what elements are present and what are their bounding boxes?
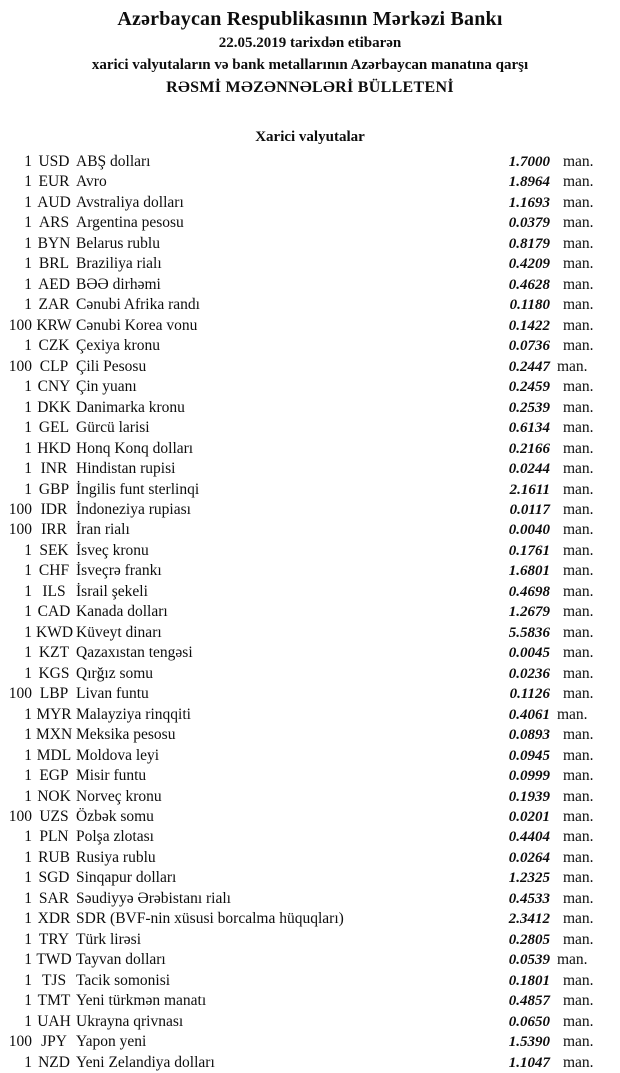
name-cell: Çili Pesosu bbox=[76, 357, 147, 375]
rate-cell: 0.0379 bbox=[508, 215, 550, 232]
table-row bbox=[0, 807, 620, 827]
rate-cell: 0.2166 bbox=[508, 440, 550, 457]
unit-cell: man. bbox=[563, 480, 594, 498]
rate-cell: 1.8964 bbox=[508, 174, 550, 191]
name-cell: İran rialı bbox=[76, 521, 130, 539]
code-cell: TMT bbox=[37, 992, 71, 1010]
rate-cell: 0.0736 bbox=[508, 338, 550, 355]
unit-cell: man. bbox=[563, 541, 594, 559]
code-cell: TRY bbox=[38, 930, 70, 948]
rate-cell: 0.4698 bbox=[508, 583, 550, 600]
unit-cell: man. bbox=[563, 419, 594, 437]
rate-cell: 0.2447 bbox=[508, 358, 550, 375]
name-cell: Özbək somu bbox=[76, 808, 154, 825]
code-cell: GEL bbox=[38, 419, 70, 437]
rate-cell: 0.0893 bbox=[508, 727, 550, 744]
unit-cell: man. bbox=[557, 357, 588, 375]
table-row bbox=[0, 848, 620, 868]
name-cell: Hindistan rupisi bbox=[76, 460, 176, 478]
table-row bbox=[0, 684, 620, 704]
unit-cell: man. bbox=[563, 439, 594, 457]
table-row bbox=[0, 254, 620, 274]
unit-cell: man. bbox=[563, 214, 594, 232]
name-cell: Danimarka kronu bbox=[76, 398, 185, 416]
unit-cell: man. bbox=[557, 705, 588, 723]
rates-table bbox=[0, 152, 620, 1073]
unit-cell: man. bbox=[563, 1053, 594, 1071]
table-row bbox=[0, 602, 620, 622]
qty-cell: 1 bbox=[24, 869, 32, 887]
code-cell: BYN bbox=[37, 234, 71, 252]
unit-cell: man. bbox=[563, 275, 594, 293]
code-cell: ARS bbox=[38, 214, 70, 232]
table-row bbox=[0, 500, 620, 520]
qty-cell: 1 bbox=[24, 767, 32, 785]
name-cell: Polşa zlotası bbox=[76, 828, 154, 846]
qty-cell: 1 bbox=[24, 460, 32, 478]
unit-cell: man. bbox=[563, 644, 594, 662]
qty-cell: 1 bbox=[24, 644, 32, 662]
table-row bbox=[0, 930, 620, 950]
document-header bbox=[0, 0, 620, 100]
qty-cell: 1 bbox=[24, 889, 32, 907]
rate-cell: 5.5836 bbox=[508, 624, 550, 641]
qty-cell: 1 bbox=[24, 214, 32, 232]
name-cell: Norveç kronu bbox=[76, 787, 162, 805]
rate-cell: 0.8179 bbox=[508, 235, 550, 252]
code-cell: PLN bbox=[39, 828, 69, 846]
qty-cell: 1 bbox=[24, 439, 32, 457]
table-row bbox=[0, 398, 620, 418]
rate-cell: 0.4404 bbox=[508, 829, 550, 846]
name-cell: Qazaxıstan tengəsi bbox=[76, 644, 193, 662]
table-row bbox=[0, 971, 620, 991]
code-cell: IDR bbox=[40, 500, 68, 518]
name-cell: Yeni türkmən manatı bbox=[76, 992, 207, 1010]
rate-cell: 1.2325 bbox=[508, 870, 550, 887]
name-cell: Çin yuanı bbox=[76, 378, 137, 396]
code-cell: IRR bbox=[41, 521, 67, 539]
rate-cell: 0.1422 bbox=[508, 317, 550, 334]
code-cell: MYR bbox=[36, 705, 72, 723]
table-row bbox=[0, 357, 620, 377]
code-cell: SGD bbox=[38, 869, 70, 887]
name-cell: İsveç kronu bbox=[76, 541, 149, 559]
unit-cell: man. bbox=[563, 746, 594, 764]
code-cell: TWD bbox=[36, 951, 72, 969]
qty-cell: 1 bbox=[24, 234, 32, 252]
rate-cell: 0.0045 bbox=[508, 645, 550, 662]
code-cell: KWD bbox=[36, 623, 74, 641]
rate-cell: 0.4533 bbox=[508, 890, 550, 907]
rate-cell: 0.2539 bbox=[508, 399, 550, 416]
unit-cell: man. bbox=[563, 173, 594, 191]
table-row bbox=[0, 439, 620, 459]
qty-cell: 1 bbox=[24, 562, 32, 580]
name-cell: Meksika pesosu bbox=[76, 726, 176, 744]
rate-cell: 0.0201 bbox=[508, 809, 550, 825]
rate-cell: 1.1047 bbox=[508, 1054, 550, 1071]
unit-cell: man. bbox=[563, 1012, 594, 1030]
code-cell: RUB bbox=[38, 848, 70, 866]
table-row bbox=[0, 787, 620, 807]
code-cell: EGP bbox=[39, 767, 69, 785]
rate-cell: 0.0117 bbox=[509, 501, 550, 518]
code-cell: AED bbox=[38, 275, 70, 293]
unit-cell: man. bbox=[563, 664, 594, 682]
table-row bbox=[0, 213, 620, 233]
code-cell: CHF bbox=[38, 562, 70, 580]
unit-cell: man. bbox=[563, 460, 594, 478]
name-cell: Yapon yeni bbox=[76, 1033, 147, 1051]
unit-cell: man. bbox=[563, 521, 594, 539]
table-row bbox=[0, 950, 620, 970]
unit-cell: man. bbox=[563, 971, 594, 989]
qty-cell: 1 bbox=[24, 705, 32, 723]
name-cell: Küveyt dinarı bbox=[76, 623, 162, 641]
table-row bbox=[0, 623, 620, 643]
qty-cell: 1 bbox=[24, 623, 32, 641]
qty-cell: 1 bbox=[24, 951, 32, 969]
qty-cell: 1 bbox=[24, 664, 32, 682]
code-cell: ZAR bbox=[38, 296, 70, 314]
qty-cell: 1 bbox=[24, 726, 32, 744]
table-row bbox=[0, 193, 620, 213]
unit-cell: man. bbox=[563, 767, 594, 785]
name-cell: Yeni Zelandiya dolları bbox=[76, 1053, 215, 1071]
unit-cell: man. bbox=[563, 848, 594, 866]
rate-cell: 1.7000 bbox=[508, 154, 550, 170]
table-row bbox=[0, 520, 620, 540]
rate-cell: 2.3412 bbox=[508, 911, 550, 928]
unit-cell: man. bbox=[563, 787, 594, 805]
name-cell: ABŞ dolları bbox=[76, 153, 151, 170]
qty-cell: 1 bbox=[24, 480, 32, 498]
code-cell: USD bbox=[38, 153, 70, 170]
unit-cell: man. bbox=[563, 726, 594, 744]
qty-cell: 1 bbox=[24, 153, 32, 170]
qty-cell: 1 bbox=[24, 603, 32, 621]
section-title-foreign-currencies: Xarici valyutalar bbox=[255, 129, 365, 145]
code-cell: NZD bbox=[38, 1053, 70, 1071]
unit-cell: man. bbox=[563, 1033, 594, 1051]
code-cell: GBP bbox=[38, 480, 70, 498]
unit-cell: man. bbox=[563, 582, 594, 600]
rate-cell: 0.0539 bbox=[508, 952, 550, 969]
code-cell: MDL bbox=[36, 746, 72, 764]
name-cell: İndoneziya rupiası bbox=[76, 500, 191, 518]
unit-cell: man. bbox=[563, 910, 594, 928]
table-row bbox=[0, 991, 620, 1011]
unit-cell: man. bbox=[563, 234, 594, 252]
name-cell: Moldova leyi bbox=[76, 746, 160, 764]
table-row bbox=[0, 909, 620, 929]
unit-cell: man. bbox=[557, 951, 588, 969]
qty-cell: 1 bbox=[24, 848, 32, 866]
unit-cell: man. bbox=[563, 623, 594, 641]
name-cell: Kanada dolları bbox=[76, 603, 168, 621]
code-cell: SAR bbox=[38, 889, 70, 907]
code-cell: CZK bbox=[38, 337, 70, 355]
effective-date-line: 22.05.2019 tarixdən etibarən bbox=[218, 35, 402, 51]
unit-cell: man. bbox=[563, 193, 594, 211]
qty-cell: 1 bbox=[24, 378, 32, 396]
name-cell: Avro bbox=[76, 173, 107, 191]
unit-cell: man. bbox=[563, 828, 594, 846]
unit-cell: man. bbox=[563, 685, 594, 703]
table-row bbox=[0, 480, 620, 500]
table-row bbox=[0, 664, 620, 684]
qty-cell: 1 bbox=[24, 930, 32, 948]
code-cell: CNY bbox=[37, 378, 71, 396]
name-cell: Ukrayna qrivnası bbox=[76, 1012, 184, 1030]
unit-cell: man. bbox=[563, 562, 594, 580]
rate-cell: 0.4857 bbox=[508, 993, 550, 1010]
qty-cell: 100 bbox=[8, 521, 32, 539]
qty-cell: 1 bbox=[24, 275, 32, 293]
qty-cell: 1 bbox=[24, 255, 32, 273]
rate-cell: 0.0650 bbox=[508, 1013, 550, 1030]
name-cell: Rusiya rublu bbox=[76, 848, 156, 866]
rate-cell: 0.1126 bbox=[509, 686, 550, 703]
table-row bbox=[0, 643, 620, 663]
name-cell: Sinqapur dolları bbox=[76, 869, 177, 887]
unit-cell: man. bbox=[563, 930, 594, 948]
qty-cell: 1 bbox=[24, 419, 32, 437]
code-cell: KRW bbox=[36, 316, 72, 334]
rate-cell: 0.1761 bbox=[508, 542, 550, 559]
code-cell: AUD bbox=[37, 193, 71, 211]
rate-cell: 0.0999 bbox=[508, 768, 550, 785]
rate-cell: 0.6134 bbox=[508, 420, 550, 437]
qty-cell: 100 bbox=[8, 500, 32, 518]
unit-cell: man. bbox=[563, 808, 594, 825]
table-row bbox=[0, 1012, 620, 1032]
name-cell: İsveçrə frankı bbox=[76, 562, 162, 580]
name-cell: Gürcü larisi bbox=[76, 419, 150, 437]
name-cell: Livan funtu bbox=[76, 685, 149, 703]
rate-cell: 0.4628 bbox=[508, 276, 550, 293]
code-cell: KZT bbox=[38, 644, 70, 662]
qty-cell: 1 bbox=[24, 337, 32, 355]
rate-cell: 2.1611 bbox=[509, 481, 550, 498]
qty-cell: 100 bbox=[8, 685, 32, 703]
name-cell: Tacik somonisi bbox=[76, 971, 171, 989]
qty-cell: 1 bbox=[24, 173, 32, 191]
qty-cell: 1 bbox=[24, 582, 32, 600]
table-row bbox=[0, 1053, 620, 1073]
qty-cell: 1 bbox=[24, 193, 32, 211]
code-cell: HKD bbox=[37, 439, 71, 457]
unit-cell: man. bbox=[563, 398, 594, 416]
unit-cell: man. bbox=[563, 153, 594, 170]
code-cell: UAH bbox=[37, 1012, 71, 1030]
code-cell: UZS bbox=[39, 808, 69, 825]
code-cell: INR bbox=[40, 460, 68, 478]
qty-cell: 1 bbox=[24, 541, 32, 559]
unit-cell: man. bbox=[563, 378, 594, 396]
code-cell: TJS bbox=[41, 971, 67, 989]
unit-cell: man. bbox=[563, 603, 594, 621]
name-cell: Braziliya rialı bbox=[76, 255, 162, 273]
name-cell: BƏƏ dirhəmi bbox=[76, 275, 161, 293]
code-cell: SEK bbox=[39, 541, 69, 559]
table-row bbox=[0, 746, 620, 766]
qty-cell: 1 bbox=[24, 971, 32, 989]
unit-cell: man. bbox=[563, 316, 594, 334]
code-cell: CLP bbox=[39, 357, 69, 375]
code-cell: KGS bbox=[38, 664, 70, 682]
name-cell: Səudiyyə Ərəbistanı rialı bbox=[76, 889, 231, 907]
table-row bbox=[0, 418, 620, 438]
table-row bbox=[0, 1032, 620, 1052]
name-cell: İngilis funt sterlinqi bbox=[76, 480, 200, 498]
table-row bbox=[0, 316, 620, 336]
name-cell: Honq Konq dolları bbox=[76, 439, 194, 457]
qty-cell: 1 bbox=[24, 910, 32, 928]
name-cell: Tayvan dolları bbox=[76, 951, 166, 969]
rate-cell: 1.2679 bbox=[508, 604, 550, 621]
name-cell: Cənubi Korea vonu bbox=[76, 316, 198, 334]
qty-cell: 1 bbox=[24, 1012, 32, 1030]
unit-cell: man. bbox=[563, 337, 594, 355]
qty-cell: 1 bbox=[24, 828, 32, 846]
rate-cell: 0.1180 bbox=[509, 297, 550, 314]
rate-cell: 0.4209 bbox=[508, 256, 550, 273]
table-row bbox=[0, 172, 620, 192]
table-row bbox=[0, 827, 620, 847]
name-cell: Avstraliya dolları bbox=[76, 193, 184, 211]
qty-cell: 1 bbox=[24, 746, 32, 764]
rate-cell: 0.0264 bbox=[508, 849, 550, 866]
rate-cell: 0.4061 bbox=[508, 706, 550, 723]
name-cell: Malayziya rinqqiti bbox=[76, 705, 191, 723]
bulletin-title: RƏSMİ MƏZƏNNƏLƏRİ BÜLLETENİ bbox=[166, 79, 454, 96]
table-row bbox=[0, 868, 620, 888]
rate-cell: 0.0040 bbox=[508, 522, 550, 539]
table-row bbox=[0, 295, 620, 315]
name-cell: Argentina pesosu bbox=[76, 214, 184, 232]
table-row bbox=[0, 889, 620, 909]
rate-cell: 0.0945 bbox=[508, 747, 550, 764]
table-row bbox=[0, 725, 620, 745]
code-cell: CAD bbox=[37, 603, 71, 621]
table-row bbox=[0, 336, 620, 356]
rate-cell: 0.1801 bbox=[508, 972, 550, 989]
unit-cell: man. bbox=[563, 255, 594, 273]
rate-cell: 1.5390 bbox=[508, 1034, 550, 1051]
qty-cell: 1 bbox=[24, 787, 32, 805]
bank-title: Azərbaycan Respublikasının Mərkəzi Bankı bbox=[117, 8, 503, 30]
unit-cell: man. bbox=[563, 889, 594, 907]
qty-cell: 1 bbox=[24, 992, 32, 1010]
rate-cell: 0.2805 bbox=[508, 931, 550, 948]
name-cell: Türk lirəsi bbox=[76, 930, 141, 948]
table-row bbox=[0, 377, 620, 397]
code-cell: JPY bbox=[41, 1033, 67, 1051]
rate-cell: 1.6801 bbox=[508, 563, 550, 580]
qty-cell: 100 bbox=[8, 357, 32, 375]
code-cell: DKK bbox=[37, 398, 71, 416]
rate-cell: 0.0244 bbox=[508, 461, 550, 478]
rate-cell: 0.2459 bbox=[508, 379, 550, 396]
code-cell: EUR bbox=[38, 173, 70, 191]
qty-cell: 1 bbox=[24, 398, 32, 416]
table-row bbox=[0, 541, 620, 561]
qty-cell: 100 bbox=[8, 1033, 32, 1051]
qty-cell: 1 bbox=[24, 1053, 32, 1071]
name-cell: SDR (BVF-nin xüsusi borcalma hüquqları) bbox=[76, 910, 344, 928]
name-cell: Misir funtu bbox=[76, 767, 147, 785]
name-cell: Cənubi Afrika randı bbox=[76, 296, 200, 314]
document-subtitle: xarici valyutaların və bank metallarının Azərbaycan manatına qarşı bbox=[91, 57, 529, 73]
name-cell: İsrail şekeli bbox=[76, 582, 148, 600]
code-cell: LBP bbox=[39, 685, 69, 703]
qty-cell: 100 bbox=[8, 316, 32, 334]
rate-cell: 0.1939 bbox=[508, 788, 550, 805]
unit-cell: man. bbox=[563, 500, 594, 518]
name-cell: Belarus rublu bbox=[76, 234, 160, 252]
table-row bbox=[0, 705, 620, 725]
unit-cell: man. bbox=[563, 296, 594, 314]
code-cell: ILS bbox=[42, 582, 66, 600]
table-row bbox=[0, 582, 620, 602]
rate-cell: 0.0236 bbox=[508, 665, 550, 682]
table-row bbox=[0, 152, 620, 172]
name-cell: Çexiya kronu bbox=[76, 337, 160, 355]
qty-cell: 1 bbox=[24, 296, 32, 314]
qty-cell: 100 bbox=[8, 808, 32, 825]
unit-cell: man. bbox=[563, 869, 594, 887]
table-row bbox=[0, 766, 620, 786]
code-cell: XDR bbox=[37, 910, 71, 928]
name-cell: Qırğız somu bbox=[76, 664, 154, 682]
code-cell: BRL bbox=[38, 255, 70, 273]
code-cell: NOK bbox=[37, 787, 71, 805]
table-row bbox=[0, 459, 620, 479]
table-row bbox=[0, 561, 620, 581]
rate-cell: 1.1693 bbox=[508, 194, 550, 211]
unit-cell: man. bbox=[563, 992, 594, 1010]
code-cell: MXN bbox=[36, 726, 73, 744]
table-row bbox=[0, 234, 620, 254]
table-row bbox=[0, 275, 620, 295]
